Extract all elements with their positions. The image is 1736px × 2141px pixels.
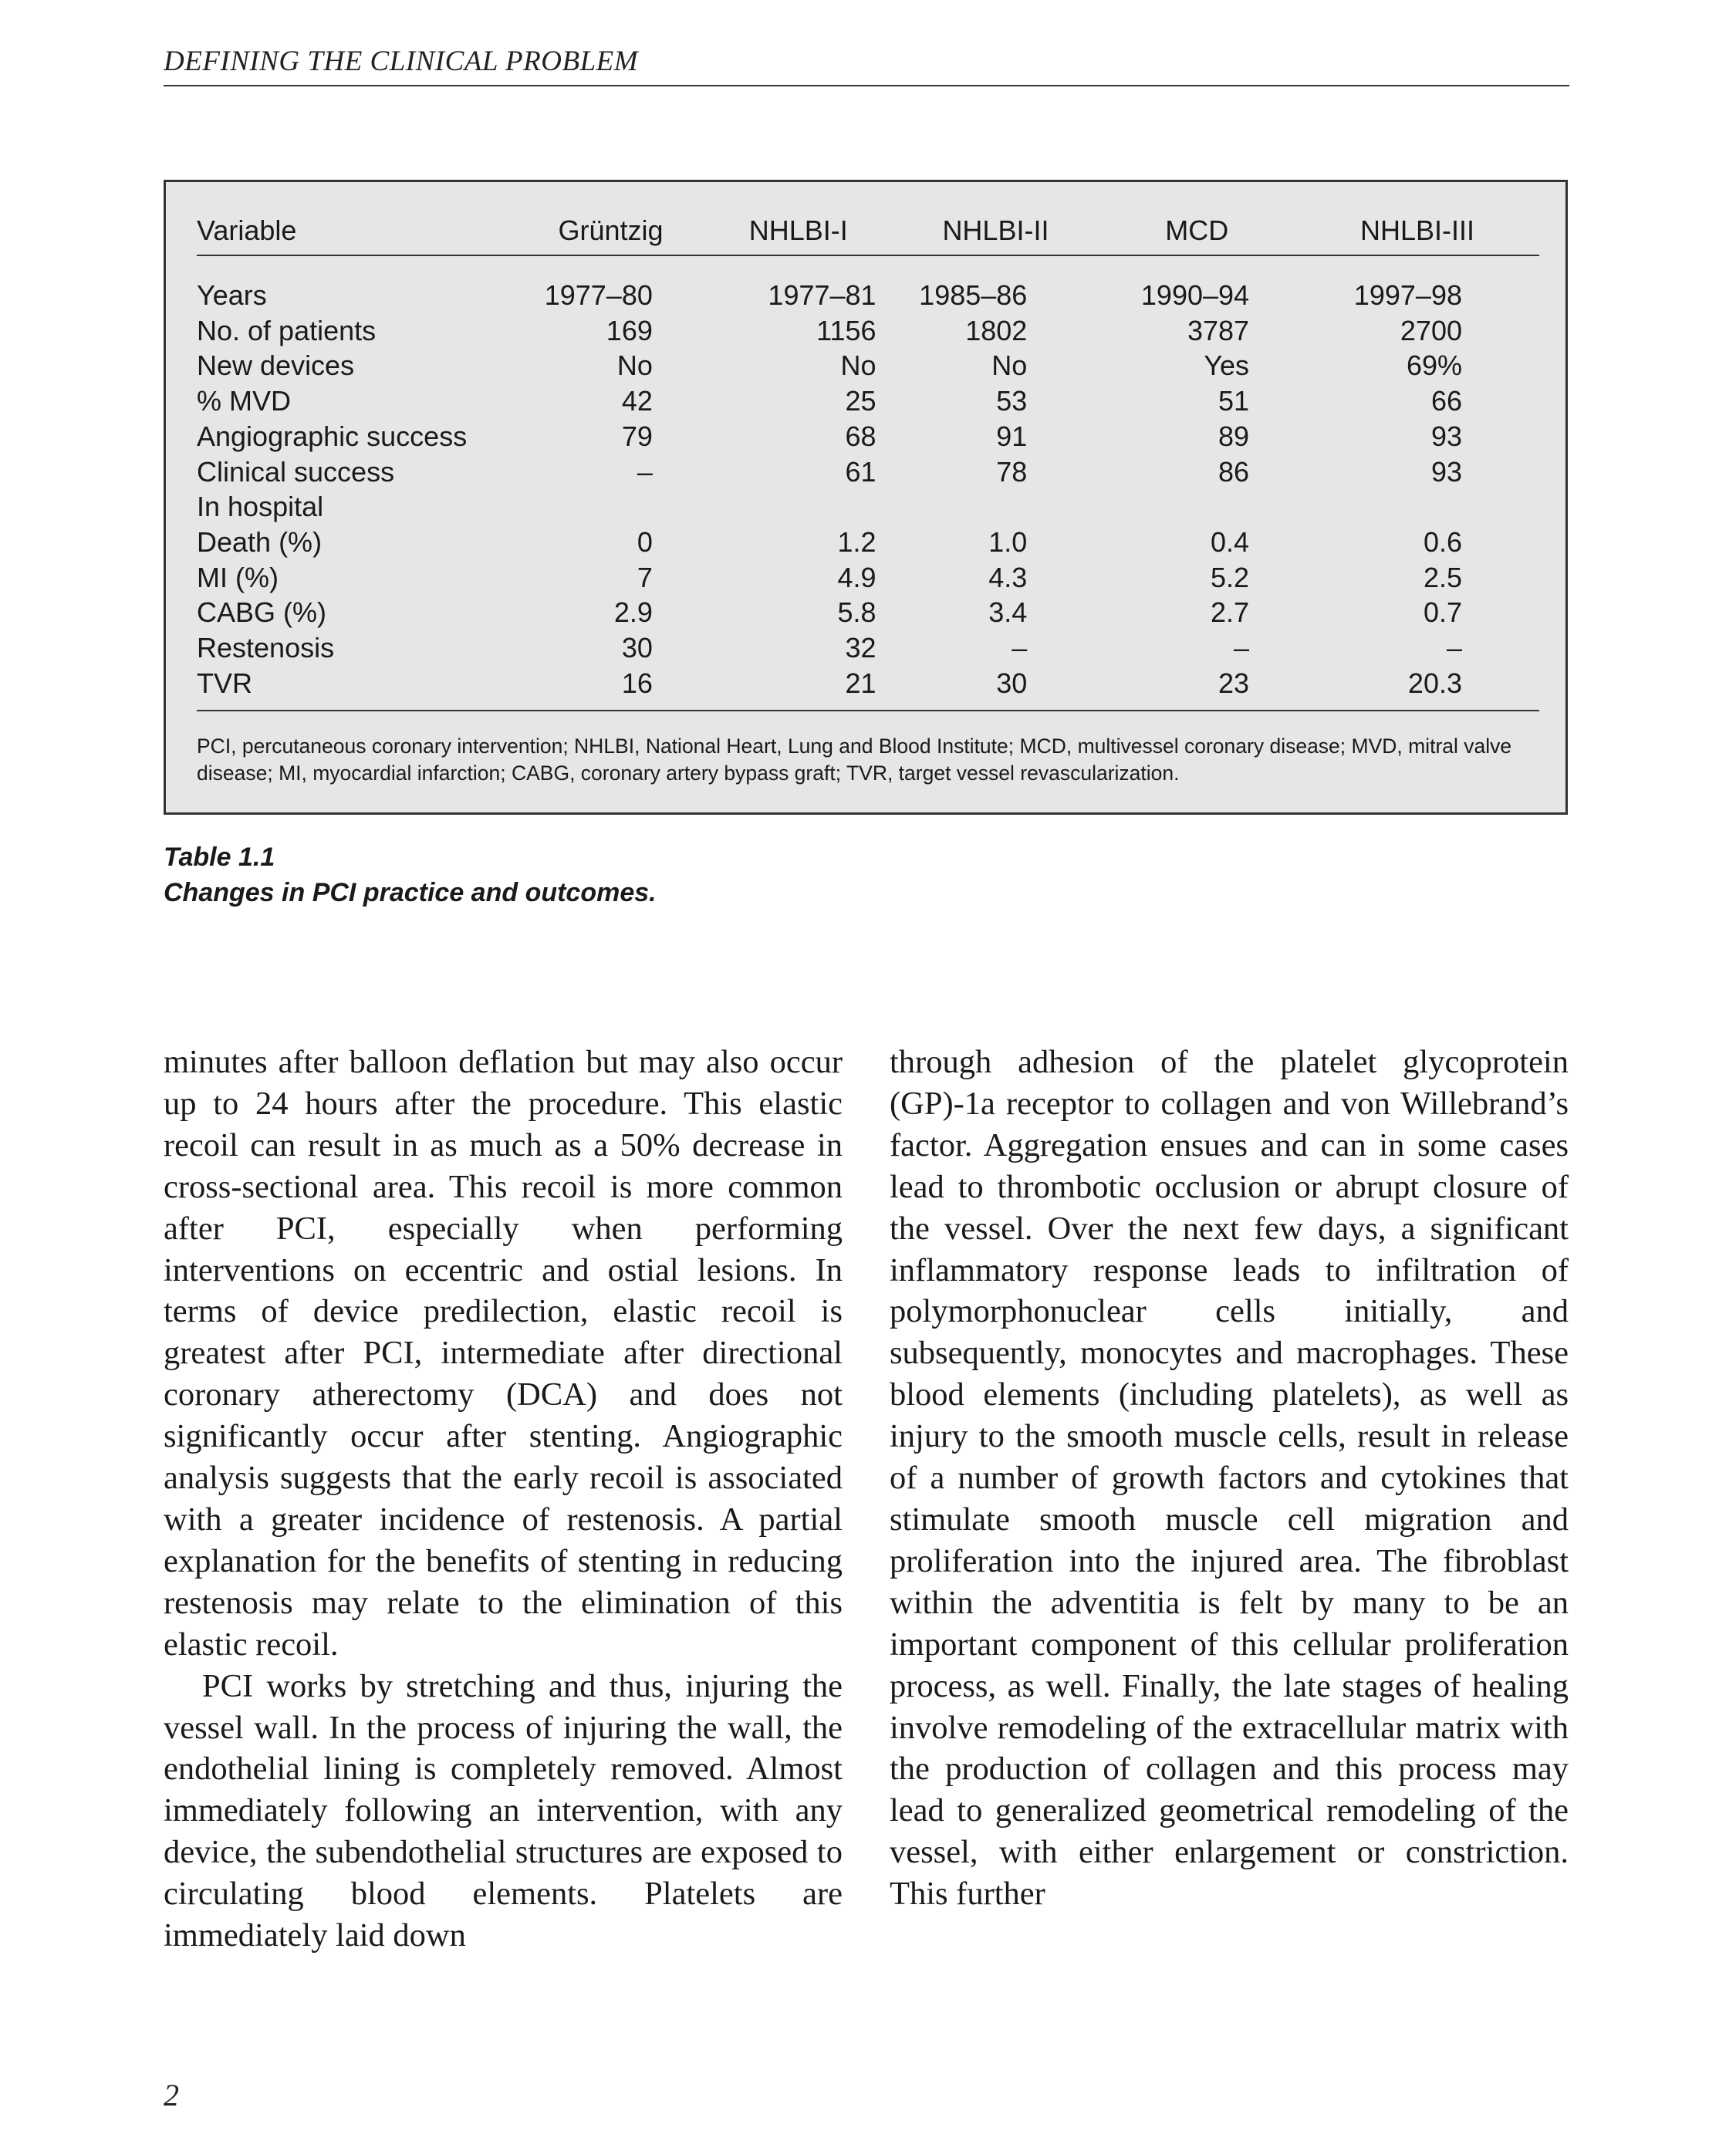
table-cell: 1985–86: [919, 279, 1028, 311]
table-cell: 5.2: [1211, 561, 1250, 593]
body-paragraph: PCI works by stretching and thus, injuring the vessel wall. In the process of injuring the wall, the endothelial lining is completely removed. Almost immediately following an intervention, with any device, the subendothelial structures are exposed to circulating blood elements. Platelets are immediately laid down: [164, 1667, 843, 1954]
table-cell: 79: [621, 420, 653, 452]
table-body: [197, 255, 1539, 711]
table-cell: 5.8: [837, 596, 876, 629]
table-cell: No: [840, 350, 876, 382]
table-cell: 30: [996, 667, 1028, 699]
row-label: Angiographic success: [197, 420, 468, 452]
body-column-left: [164, 1042, 843, 1957]
table-cell: 0.4: [1211, 525, 1250, 558]
column-header: NHLBI-III: [1360, 214, 1475, 246]
table-cell: 66: [1430, 385, 1462, 417]
table-row: [197, 630, 1539, 666]
row-label: TVR: [197, 667, 252, 699]
table-footnote: PCI, percutaneous coronary intervention; NHLBI, National Heart, Lung and Blood Institute; MCD, multivessel coronary disease; MVD, mitral valve disease; MI, myocardial infarction; CABG, coronary artery bypass graft; TVR, target vessel revascularization.: [197, 734, 1512, 785]
table-cell: 61: [845, 455, 876, 488]
row-label: Death (%): [197, 525, 323, 558]
row-label: Restenosis: [197, 632, 335, 664]
table-row: [197, 348, 1539, 383]
table-cell: No: [616, 350, 653, 382]
table-cell: –: [1234, 632, 1250, 664]
table-cell: 1990–94: [1140, 279, 1250, 311]
table-cell: 68: [845, 420, 876, 452]
table-row: [197, 383, 1539, 419]
table-row: [197, 454, 1539, 490]
table-cell: 2700: [1400, 314, 1462, 346]
table-row: [197, 595, 1539, 630]
table-cell: 91: [996, 420, 1028, 452]
table-cell: [1098, 489, 1295, 525]
table-cell: 93: [1430, 455, 1462, 488]
table-cell: 2.9: [613, 596, 653, 629]
table-cell: 0.6: [1423, 525, 1462, 558]
row-label: In hospital: [197, 491, 324, 523]
pci-outcomes-table: [197, 207, 1539, 711]
row-label: CABG (%): [197, 596, 327, 629]
table-cell: 23: [1218, 667, 1250, 699]
table-cell: 25: [845, 385, 876, 417]
row-label: New devices: [197, 350, 355, 382]
table-cell: 0.7: [1423, 596, 1462, 629]
table-cell: 1997–98: [1353, 279, 1462, 311]
table-cell: [1295, 489, 1539, 525]
table-cell: 2.5: [1423, 561, 1462, 593]
row-label: Years: [197, 279, 267, 311]
table-cell: 21: [845, 667, 876, 699]
table-cell: 2.7: [1211, 596, 1250, 629]
column-header: Grüntzig: [558, 214, 664, 246]
table-cell: 1.2: [837, 525, 876, 558]
table-cell: 1977–80: [544, 279, 653, 311]
table-cell: 3787: [1187, 314, 1250, 346]
table-header-row: [197, 207, 1539, 255]
table-header: [197, 207, 1539, 255]
row-label: % MVD: [197, 385, 292, 417]
table-cell: 1.0: [988, 525, 1028, 558]
table-cell: –: [637, 455, 653, 488]
column-header: MCD: [1165, 214, 1229, 246]
caption-label: Table 1.1: [164, 843, 275, 872]
table-cell: –: [1446, 632, 1462, 664]
table-cell: No: [991, 350, 1028, 382]
table-cell: 30: [621, 632, 653, 664]
table-cell: 78: [996, 455, 1028, 488]
table-cell: 53: [996, 385, 1028, 417]
running-head: DEFINING THE CLINICAL PROBLEM: [164, 46, 639, 77]
table-cell: 32: [845, 632, 876, 664]
body-paragraph: through adhesion of the platelet glycoprotein (GP)-1a receptor to collagen and von Willebrand’s factor. Aggregation ensues and can in some cases lead to thrombotic occlusion or abrupt closure of the vessel. Over the next few days, a significant inflammatory response leads to infiltration of polymorphonuclear cells initially, and subsequently, monocytes and macrophages. These blood elements (including platelets), as well as injury to the smooth muscle cells, result in release of a number of growth factors and cytokines that stimulate smooth muscle cell migration and proliferation into the injured area. The fibroblast within the adventitia is felt by many to be an important component of this cellular proliferation process, as well. Finally, the late stages of healing involve remodeling of the extracellular matrix with the production of collagen and this process may lead to generalized geometrical remodeling of the vessel, with either enlargement or constriction. This further: [890, 1044, 1569, 1913]
column-header: NHLBI-I: [748, 214, 848, 246]
table-cell: 1977–81: [768, 279, 876, 311]
table-row: [197, 313, 1539, 349]
table-cell: 20.3: [1407, 667, 1462, 699]
table-cell: [704, 489, 893, 525]
table-1-1-box: [164, 180, 1568, 815]
table-cell: Yes: [1204, 350, 1250, 382]
table-cell: 0: [637, 525, 653, 558]
table-cell: –: [1012, 632, 1028, 664]
table-cell: 89: [1218, 420, 1250, 452]
table-cell: 42: [621, 385, 653, 417]
row-label: No. of patients: [197, 314, 377, 346]
table-cell: 69%: [1406, 350, 1462, 382]
table-cell: 93: [1430, 420, 1462, 452]
table-row: [197, 489, 1539, 525]
table-cell: 4.9: [837, 561, 876, 593]
table-cell: 86: [1218, 455, 1250, 488]
page-number: 2: [164, 2078, 179, 2112]
table-cell: [518, 489, 704, 525]
table-cell: 4.3: [988, 561, 1028, 593]
table-row: [197, 419, 1539, 454]
column-header: NHLBI-II: [942, 214, 1049, 246]
table-row: [197, 560, 1539, 596]
table-row: [197, 255, 1539, 313]
row-label: Clinical success: [197, 455, 395, 488]
table-cell: 16: [621, 667, 653, 699]
body-column-right: [890, 1042, 1569, 1915]
table-cell: 3.4: [988, 596, 1028, 629]
caption-title: Changes in PCI practice and outcomes.: [164, 878, 657, 907]
row-label: MI (%): [197, 561, 279, 593]
table-cell: 1802: [965, 314, 1028, 346]
body-paragraph: minutes after balloon deflation but may also occur up to 24 hours after the procedure. This elastic recoil can result in as much as a 50% decrease in cross-sectional area. This recoil is more common after PCI, especially when performing interventions on eccentric and ostial lesions. In terms of device predilection, elastic recoil is greatest after PCI, intermediate after directional coronary atherectomy (DCA) and does not significantly occur after stenting. Angiographic analysis suggests that the early recoil is associated with a greater incidence of restenosis. A partial explanation for the benefits of stenting in reducing restenosis may relate to the elimination of this elastic recoil.: [164, 1044, 843, 1663]
table-cell: 1156: [816, 314, 876, 346]
column-header: Variable: [197, 214, 297, 246]
table-cell: 7: [637, 561, 653, 593]
header-rule: [164, 85, 1569, 86]
table-cell: 51: [1218, 385, 1250, 417]
table-row: [197, 666, 1539, 711]
table-row: [197, 525, 1539, 560]
table-cell: 169: [606, 314, 653, 346]
table-cell: [893, 489, 1099, 525]
table-caption: [164, 839, 1089, 910]
